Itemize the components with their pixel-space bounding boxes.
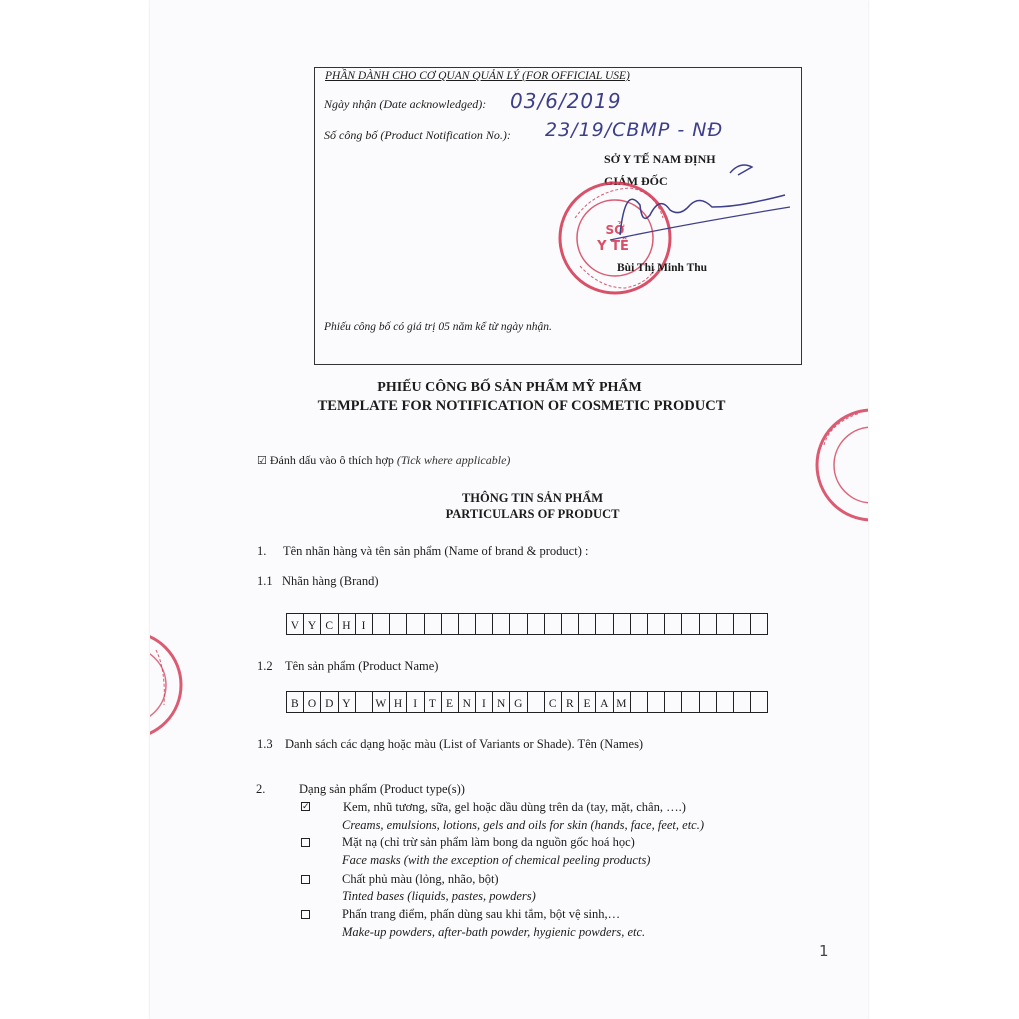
letter-cell — [648, 691, 665, 713]
official-use-header: PHẦN DÀNH CHO CƠ QUAN QUẢN LÝ (FOR OFFICIAL USE) — [325, 70, 630, 82]
letter-cell — [751, 691, 768, 713]
letter-cell — [476, 613, 493, 635]
letter-cell — [648, 613, 665, 635]
letter-cell: Y — [339, 691, 356, 713]
letter-cell — [493, 613, 510, 635]
letter-cell: M — [614, 691, 631, 713]
signer-name: Bùi Thị Minh Thu — [617, 262, 708, 274]
letter-cell — [510, 613, 527, 635]
variants-label: Danh sách các dạng hoặc màu (List of Variants or Shade). Tên (Names) — [285, 737, 644, 751]
option-1-label-vi: Kem, nhũ tương, sữa, gel hoặc dầu dùng trên da (tay, mặt, chân, ….) — [343, 800, 686, 814]
item-1-3-number: 1.3 — [257, 737, 273, 751]
item-1-number: 1. — [257, 544, 267, 558]
letter-cell: V — [287, 613, 304, 635]
letter-cell — [596, 613, 613, 635]
option-3-label-vi: Chất phủ màu (lỏng, nhão, bột) — [342, 872, 499, 886]
letter-cell: R — [562, 691, 579, 713]
partial-seal-left — [150, 625, 184, 745]
letter-cell — [373, 613, 390, 635]
letter-cell: E — [579, 691, 596, 713]
letter-cell: T — [425, 691, 442, 713]
date-acknowledged-value: 03/6/2019 — [510, 89, 622, 113]
section-title-vietnamese: THÔNG TIN SẢN PHẨM — [461, 491, 604, 505]
director-title: GIÁM ĐỐC — [604, 174, 668, 188]
product-name-label: Tên sản phẩm (Product Name) — [285, 659, 439, 673]
option-4-label-vi: Phấn trang điểm, phấn dùng sau khi tắm, bột vệ sinh,… — [342, 907, 621, 921]
option-2-checkbox[interactable] — [301, 838, 310, 847]
letter-cell — [528, 691, 545, 713]
letter-cell — [717, 691, 734, 713]
brand-label: Nhãn hàng (Brand) — [282, 574, 379, 588]
letter-cell — [390, 613, 407, 635]
form-title-english: TEMPLATE FOR NOTIFICATION OF COSMETIC PRODUCT — [317, 398, 726, 414]
item-2-number: 2. — [256, 782, 266, 796]
option-1-label-en: Creams, emulsions, lotions, gels and oils for skin (hands, face, feet, etc.) — [342, 818, 704, 832]
tick-instruction-vi: Đánh dấu vào ô thích hợp — [269, 453, 394, 467]
notification-number-value: 23/19/CBMP - NĐ — [545, 119, 724, 141]
department-name: SỞ Y TẾ NAM ĐỊNH — [604, 152, 716, 166]
letter-cell: I — [407, 691, 424, 713]
tick-instruction — [257, 453, 510, 468]
tick-instruction-en: (Tick where applicable) — [396, 453, 511, 467]
letter-cell — [459, 613, 476, 635]
letter-cell: I — [476, 691, 493, 713]
letter-cell — [682, 691, 699, 713]
svg-text:SỞ: SỞ — [605, 223, 625, 237]
svg-text:Y TẾ: Y TẾ — [597, 239, 629, 254]
option-3-checkbox[interactable] — [301, 875, 310, 884]
letter-cell: I — [356, 613, 373, 635]
letter-cell — [700, 613, 717, 635]
validity-note: Phiếu công bố có giá trị 05 năm kể từ ngày nhận. — [324, 321, 552, 333]
notification-number-label: Số công bố (Product Notification No.): — [324, 128, 511, 142]
letter-cell — [682, 613, 699, 635]
brand-letter-grid — [286, 613, 768, 635]
checkbox-checked-icon: ☑ — [257, 454, 267, 467]
option-1-checkbox[interactable] — [301, 802, 310, 811]
letter-cell — [442, 613, 459, 635]
form-title-vietnamese: PHIẾU CÔNG BỐ SẢN PHẨM MỸ PHẨM — [377, 380, 642, 395]
letter-cell: B — [287, 691, 304, 713]
letter-cell: W — [373, 691, 390, 713]
letter-cell — [631, 613, 648, 635]
letter-cell — [631, 691, 648, 713]
product-name-letter-grid — [286, 691, 768, 713]
letter-cell: H — [339, 613, 356, 635]
letter-cell — [700, 691, 717, 713]
letter-cell: H — [390, 691, 407, 713]
page-number: 1 — [819, 942, 829, 960]
letter-cell: Y — [304, 613, 321, 635]
letter-cell — [425, 613, 442, 635]
option-4-label-en: Make-up powders, after-bath powder, hygienic powders, etc. — [342, 925, 646, 939]
product-type-label: Dạng sản phẩm (Product type(s)) — [299, 782, 465, 796]
letter-cell — [356, 691, 373, 713]
letter-cell — [665, 691, 682, 713]
section-title-english: PARTICULARS OF PRODUCT — [445, 507, 620, 521]
option-4-checkbox[interactable] — [301, 910, 310, 919]
item-1-1-number: 1.1 — [257, 574, 273, 588]
letter-cell: D — [321, 691, 338, 713]
letter-cell: G — [510, 691, 527, 713]
letter-cell: N — [459, 691, 476, 713]
letter-cell: C — [321, 613, 338, 635]
letter-cell — [665, 613, 682, 635]
date-acknowledged-label: Ngày nhận (Date acknowledged): — [324, 97, 487, 111]
letter-cell — [734, 613, 751, 635]
letter-cell: E — [442, 691, 459, 713]
option-2-label-en: Face masks (with the exception of chemical peeling products) — [342, 853, 651, 867]
letter-cell: C — [545, 691, 562, 713]
item-1-label: Tên nhãn hàng và tên sản phẩm (Name of brand & product) : — [283, 544, 589, 558]
letter-cell — [717, 613, 734, 635]
letter-cell — [407, 613, 424, 635]
letter-cell — [528, 613, 545, 635]
letter-cell — [734, 691, 751, 713]
item-1-2-number: 1.2 — [257, 659, 273, 673]
letter-cell: A — [596, 691, 613, 713]
option-2-label-vi: Mặt nạ (chỉ trừ sản phẩm làm bong da nguồn gốc hoá học) — [342, 835, 635, 849]
option-3-label-en: Tinted bases (liquids, pastes, powders) — [342, 889, 536, 903]
letter-cell: N — [493, 691, 510, 713]
letter-cell — [562, 613, 579, 635]
letter-cell: O — [304, 691, 321, 713]
letter-cell — [579, 613, 596, 635]
letter-cell — [545, 613, 562, 635]
letter-cell — [614, 613, 631, 635]
letter-cell — [751, 613, 768, 635]
director-signature — [580, 155, 800, 265]
check-icon: ✓ — [302, 802, 310, 812]
